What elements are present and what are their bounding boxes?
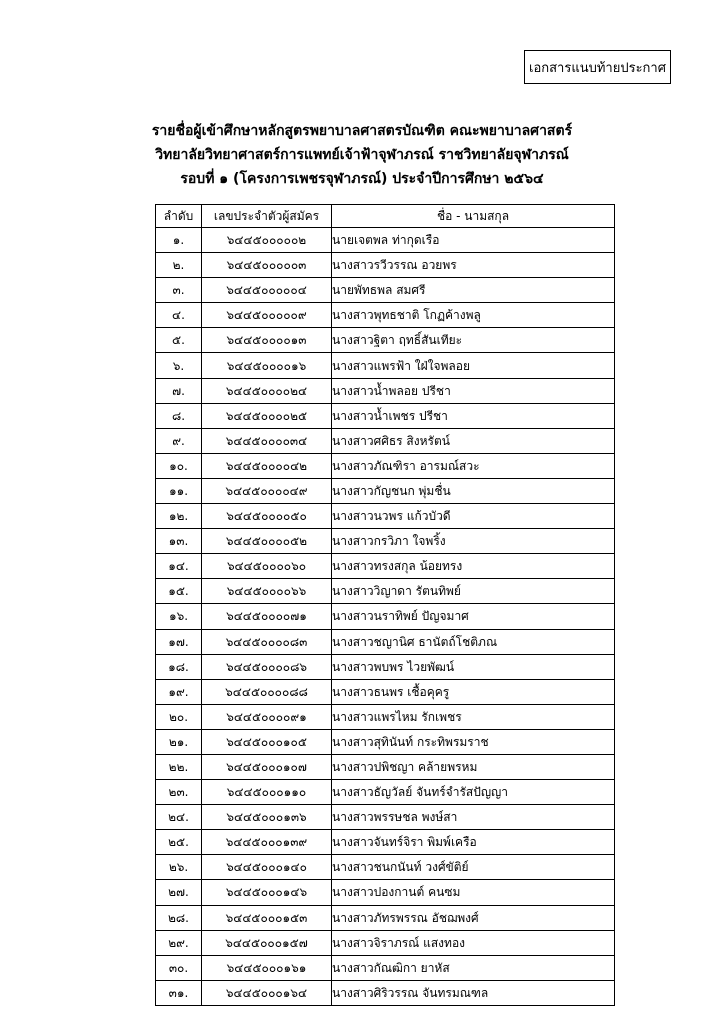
applicant-id-cell: ๖๔๔๕๐๐๐๐๔๒ xyxy=(202,453,332,478)
table-row xyxy=(156,328,615,353)
applicant-id-cell: ๖๔๔๕๐๐๐๑๔๖ xyxy=(202,880,332,905)
applicant-id-cell: ๖๔๔๕๐๐๐๐๐๓ xyxy=(202,253,332,278)
table-row xyxy=(156,228,615,253)
full-name-cell: นายพัทธพล สมศรี xyxy=(332,278,615,303)
order-cell: ๑๓. xyxy=(156,529,202,554)
table-row xyxy=(156,930,615,955)
applicant-id-cell: ๖๔๔๕๐๐๐๑๖๔ xyxy=(202,980,332,1005)
full-name-cell: นางสาวภัณฑิรา อารมณ์สวะ xyxy=(332,453,615,478)
applicant-id-cell: ๖๔๔๕๐๐๐๐๔๙ xyxy=(202,478,332,503)
applicant-id-cell: ๖๔๔๕๐๐๐๑๓๙ xyxy=(202,830,332,855)
applicant-id-cell: ๖๔๔๕๐๐๐๐๕๒ xyxy=(202,529,332,554)
full-name-cell: นางสาวจันทร์จิรา พิมพ์เครือ xyxy=(332,830,615,855)
document-title-line-1: รายชื่อผู้เข้าศึกษาหลักสูตรพยาบาลศาสตรบัณฑิต คณะพยาบาลศาสตร์ xyxy=(151,123,573,139)
order-cell: ๒๒. xyxy=(156,754,202,779)
table-row xyxy=(156,529,615,554)
table-row xyxy=(156,905,615,930)
student-roster-table xyxy=(155,204,615,1006)
full-name-cell: นางสาวแพรไหม รักเพชร xyxy=(332,704,615,729)
full-name-cell: นางสาวรวีวรรณ อวยพร xyxy=(332,253,615,278)
full-name-cell: นางสาวทรงสกุล น้อยทรง xyxy=(332,554,615,579)
full-name-cell: นางสาวกัณฒิกา ยาหัส xyxy=(332,955,615,980)
full-name-cell: นางสาวธนพร เชื้อคุครู xyxy=(332,679,615,704)
full-name-cell: นางสาวนวพร แก้วบัวดี xyxy=(332,504,615,529)
order-cell: ๑๕. xyxy=(156,579,202,604)
order-cell: ๓. xyxy=(156,278,202,303)
applicant-id-cell: ๖๔๔๕๐๐๐๐๐๒ xyxy=(202,228,332,253)
column-header-applicant-id: เลขประจำตัวผู้สมัคร xyxy=(202,205,332,228)
attachment-label: เอกสารแนบท้ายประกาศ xyxy=(529,60,666,76)
full-name-cell: นางสาวน้ำเพชร ปรีชา xyxy=(332,403,615,428)
column-header-order: ลำดับ xyxy=(156,205,202,228)
applicant-id-cell: ๖๔๔๕๐๐๐๐๕๐ xyxy=(202,504,332,529)
full-name-cell: นางสาวปองกานต์ คนซม xyxy=(332,880,615,905)
table-row xyxy=(156,303,615,328)
order-cell: ๑๑. xyxy=(156,478,202,503)
order-cell: ๒. xyxy=(156,253,202,278)
full-name-cell: นางสาวจิราภรณ์ แสงทอง xyxy=(332,930,615,955)
table-row xyxy=(156,729,615,754)
applicant-id-cell: ๖๔๔๕๐๐๐๐๗๑ xyxy=(202,604,332,629)
applicant-id-cell: ๖๔๔๕๐๐๐๑๐๗ xyxy=(202,754,332,779)
order-cell: ๒๐. xyxy=(156,704,202,729)
table-row xyxy=(156,504,615,529)
applicant-id-cell: ๖๔๔๕๐๐๐๑๖๑ xyxy=(202,955,332,980)
order-cell: ๒๕. xyxy=(156,830,202,855)
applicant-id-cell: ๖๔๔๕๐๐๐๐๑๓ xyxy=(202,328,332,353)
order-cell: ๒๔. xyxy=(156,805,202,830)
order-cell: ๗. xyxy=(156,378,202,403)
table-row xyxy=(156,855,615,880)
full-name-cell: นางสาวนราทิพย์ ปัญจมาศ xyxy=(332,604,615,629)
table-row xyxy=(156,428,615,453)
full-name-cell: นางสาวสุทินันท์ กระทิพรมราช xyxy=(332,729,615,754)
applicant-id-cell: ๖๔๔๕๐๐๐๑๕๓ xyxy=(202,905,332,930)
table-row xyxy=(156,880,615,905)
full-name-cell: นางสาวกัญชนก พุ่มชื่น xyxy=(332,478,615,503)
applicant-id-cell: ๖๔๔๕๐๐๐๐๙๑ xyxy=(202,704,332,729)
applicant-id-cell: ๖๔๔๕๐๐๐๐๒๕ xyxy=(202,403,332,428)
order-cell: ๒๓. xyxy=(156,780,202,805)
applicant-id-cell: ๖๔๔๕๐๐๐๐๐๔ xyxy=(202,278,332,303)
table-row xyxy=(156,403,615,428)
full-name-cell: นางสาวแพรฟ้า ใฝ่ใจพลอย xyxy=(332,353,615,378)
applicant-id-cell: ๖๔๔๕๐๐๐๐๑๖ xyxy=(202,353,332,378)
order-cell: ๓๐. xyxy=(156,955,202,980)
order-cell: ๙. xyxy=(156,428,202,453)
full-name-cell: นางสาวธัญวัลย์ จันทร์จำรัสปัญญา xyxy=(332,780,615,805)
applicant-id-cell: ๖๔๔๕๐๐๐๑๐๕ xyxy=(202,729,332,754)
order-cell: ๑๒. xyxy=(156,504,202,529)
document-title-line-3: รอบที่ ๑ (โครงการเพชรจุฬาภรณ์) ประจำปีการศึกษา ๒๕๖๔ xyxy=(180,171,544,187)
applicant-id-cell: ๖๔๔๕๐๐๐๐๒๔ xyxy=(202,378,332,403)
applicant-id-cell: ๖๔๔๕๐๐๐๐๘๘ xyxy=(202,679,332,704)
table-row xyxy=(156,980,615,1005)
table-row xyxy=(156,780,615,805)
full-name-cell: นางสาวชญานิศ ธานัตถ์โชติภณ xyxy=(332,629,615,654)
order-cell: ๓๑. xyxy=(156,980,202,1005)
order-cell: ๕. xyxy=(156,328,202,353)
full-name-cell: นางสาวภัทรพรรณ อัชฌพงศ์ xyxy=(332,905,615,930)
table-row xyxy=(156,955,615,980)
table-header-row xyxy=(156,205,615,228)
table-row xyxy=(156,478,615,503)
full-name-cell: นางสาวกรวิภา ใจพริ้ง xyxy=(332,529,615,554)
order-cell: ๒๙. xyxy=(156,930,202,955)
attachment-label-box xyxy=(524,50,671,84)
applicant-id-cell: ๖๔๔๕๐๐๐๐๖๐ xyxy=(202,554,332,579)
table-row xyxy=(156,830,615,855)
applicant-id-cell: ๖๔๔๕๐๐๐๑๓๖ xyxy=(202,805,332,830)
order-cell: ๒๖. xyxy=(156,855,202,880)
full-name-cell: นางสาวพรรษชล พงษ์สา xyxy=(332,805,615,830)
table-row xyxy=(156,353,615,378)
full-name-cell: นางสาวศิริวรรณ จันทรมณฑล xyxy=(332,980,615,1005)
order-cell: ๑๔. xyxy=(156,554,202,579)
applicant-id-cell: ๖๔๔๕๐๐๐๑๔๐ xyxy=(202,855,332,880)
order-cell: ๑๖. xyxy=(156,604,202,629)
order-cell: ๖. xyxy=(156,353,202,378)
applicant-id-cell: ๖๔๔๕๐๐๐๐๓๔ xyxy=(202,428,332,453)
full-name-cell: นางสาวพบพร ไวยพัฒน์ xyxy=(332,654,615,679)
table-row xyxy=(156,378,615,403)
applicant-id-cell: ๖๔๔๕๐๐๐๑๕๗ xyxy=(202,930,332,955)
table-row xyxy=(156,278,615,303)
applicant-id-cell: ๖๔๔๕๐๐๐๐๖๖ xyxy=(202,579,332,604)
applicant-id-cell: ๖๔๔๕๐๐๐๐๘๓ xyxy=(202,629,332,654)
table-row xyxy=(156,629,615,654)
table-row xyxy=(156,805,615,830)
table-row xyxy=(156,453,615,478)
order-cell: ๘. xyxy=(156,403,202,428)
order-cell: ๑๘. xyxy=(156,654,202,679)
table-row xyxy=(156,604,615,629)
table-row xyxy=(156,704,615,729)
applicant-id-cell: ๖๔๔๕๐๐๐๑๑๐ xyxy=(202,780,332,805)
order-cell: ๑๗. xyxy=(156,629,202,654)
full-name-cell: นางสาวปพิชญา คล้ายพรหม xyxy=(332,754,615,779)
table-row xyxy=(156,754,615,779)
document-title-line-2: วิทยาลัยวิทยาศาสตร์การแพทย์เจ้าฟ้าจุฬาภรณ์ ราชวิทยาลัยจุฬาภรณ์ xyxy=(155,147,569,163)
applicant-id-cell: ๖๔๔๕๐๐๐๐๘๖ xyxy=(202,654,332,679)
full-name-cell: นางสาวศศิธร สิงหรัตน์ xyxy=(332,428,615,453)
table-row xyxy=(156,554,615,579)
table-row xyxy=(156,253,615,278)
full-name-cell: นางสาวชนกนันท์ วงศ์ขัติย์ xyxy=(332,855,615,880)
order-cell: ๒๘. xyxy=(156,905,202,930)
applicant-id-cell: ๖๔๔๕๐๐๐๐๐๙ xyxy=(202,303,332,328)
order-cell: ๒๑. xyxy=(156,729,202,754)
full-name-cell: นางสาววิญาดา รัตนทิพย์ xyxy=(332,579,615,604)
table-row xyxy=(156,579,615,604)
order-cell: ๔. xyxy=(156,303,202,328)
order-cell: ๑๙. xyxy=(156,679,202,704)
table-row xyxy=(156,654,615,679)
order-cell: ๑. xyxy=(156,228,202,253)
column-header-full-name: ชื่อ - นามสกุล xyxy=(332,205,615,228)
full-name-cell: นางสาวพุทธชาติ โกฏค้างพลู xyxy=(332,303,615,328)
table-row xyxy=(156,679,615,704)
full-name-cell: นางสาวน้ำพลอย ปรีชา xyxy=(332,378,615,403)
full-name-cell: นายเจตพล ท่ากุดเรือ xyxy=(332,228,615,253)
full-name-cell: นางสาวฐิตา ฤทธิ์สันเทียะ xyxy=(332,328,615,353)
order-cell: ๑๐. xyxy=(156,453,202,478)
order-cell: ๒๗. xyxy=(156,880,202,905)
